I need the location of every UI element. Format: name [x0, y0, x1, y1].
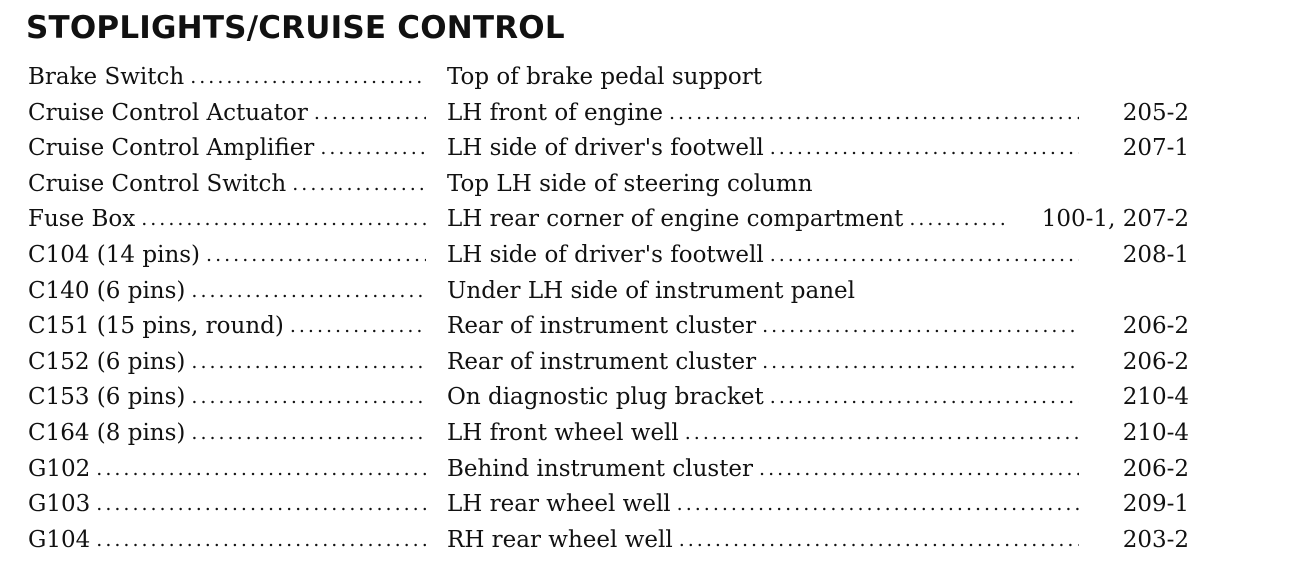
list-item — [0, 274, 1312, 310]
component-cell — [28, 238, 426, 274]
component-location: Rear of instrument cluster — [447, 313, 757, 340]
component-cell — [28, 274, 426, 310]
component-cell — [28, 345, 426, 381]
dot-leader — [314, 96, 426, 132]
location-cell — [447, 131, 1079, 167]
component-location: RH rear wheel well — [447, 526, 673, 553]
dot-leader — [762, 309, 1079, 345]
component-name: C151 (15 pins, round) — [28, 313, 284, 340]
section-title: STOPLIGHTS/CRUISE CONTROL — [26, 10, 565, 46]
component-location: LH front wheel well — [447, 419, 679, 446]
component-location: LH rear corner of engine compartment — [447, 206, 904, 233]
list-item — [0, 452, 1312, 488]
component-cell — [28, 523, 426, 559]
dot-leader — [759, 452, 1079, 488]
component-location: LH front of engine — [447, 99, 663, 126]
page-reference: 206-2 — [1122, 455, 1189, 482]
component-location-list — [0, 60, 1312, 558]
location-cell — [447, 380, 1079, 416]
location-cell — [447, 167, 1079, 203]
component-name: C153 (6 pins) — [28, 384, 186, 411]
page-reference: 100-1, 207-2 — [1041, 206, 1189, 233]
page-reference: 203-2 — [1122, 526, 1189, 553]
location-cell — [447, 202, 1007, 238]
page-reference: 210-4 — [1122, 419, 1189, 446]
list-item — [0, 416, 1312, 452]
page-reference: 209-1 — [1122, 491, 1189, 518]
component-cell — [28, 131, 426, 167]
page-reference — [1085, 60, 1189, 96]
dot-leader — [320, 131, 426, 167]
component-cell — [28, 380, 426, 416]
dot-leader — [679, 523, 1079, 559]
dot-leader — [191, 345, 426, 381]
component-cell — [28, 60, 426, 96]
dot-leader — [290, 309, 426, 345]
component-location: Under LH side of instrument panel — [447, 277, 855, 304]
location-cell — [447, 452, 1079, 488]
location-cell — [447, 416, 1079, 452]
location-cell — [447, 487, 1079, 523]
component-cell — [28, 416, 426, 452]
component-name: G104 — [28, 526, 91, 553]
list-item — [0, 238, 1312, 274]
list-item — [0, 131, 1312, 167]
component-location: Behind instrument cluster — [447, 455, 754, 482]
page-reference: 206-2 — [1122, 348, 1189, 375]
list-item — [0, 523, 1312, 559]
dot-leader — [292, 167, 426, 203]
component-location: Top of brake pedal support — [447, 64, 762, 90]
component-cell — [28, 452, 426, 488]
component-cell — [28, 309, 426, 345]
dot-leader — [685, 416, 1079, 452]
component-name: C164 (8 pins) — [28, 419, 186, 446]
component-location: LH side of driver's footwell — [447, 135, 764, 162]
page-reference: 207-1 — [1122, 135, 1189, 162]
list-item — [0, 345, 1312, 381]
location-cell — [447, 60, 1079, 96]
dot-leader — [909, 202, 1007, 238]
dot-leader — [669, 96, 1079, 132]
list-item — [0, 60, 1312, 96]
dot-leader — [762, 345, 1079, 381]
list-item — [0, 167, 1312, 203]
dot-leader — [190, 60, 426, 96]
dot-leader — [96, 523, 426, 559]
component-cell — [28, 487, 426, 523]
page-reference: 205-2 — [1122, 99, 1189, 126]
component-name: C140 (6 pins) — [28, 277, 186, 304]
dot-leader — [677, 487, 1079, 523]
component-cell — [28, 96, 426, 132]
location-cell — [447, 274, 1079, 310]
location-cell — [447, 96, 1079, 132]
component-name: G102 — [28, 455, 91, 482]
component-name: Cruise Control Amplifier — [28, 135, 315, 162]
component-name: G103 — [28, 491, 91, 518]
dot-leader — [206, 238, 426, 274]
component-location: LH side of driver's footwell — [447, 241, 764, 268]
dot-leader — [191, 380, 426, 416]
dot-leader — [770, 131, 1079, 167]
location-cell — [447, 238, 1079, 274]
dot-leader — [770, 238, 1079, 274]
component-name: Cruise Control Switch — [28, 170, 287, 197]
list-item — [0, 202, 1312, 238]
list-item — [0, 309, 1312, 345]
dot-leader — [96, 487, 426, 523]
page-reference — [1085, 167, 1189, 203]
component-name: C152 (6 pins) — [28, 348, 186, 375]
list-item — [0, 487, 1312, 523]
dot-leader — [141, 202, 426, 238]
page-reference: 210-4 — [1122, 384, 1189, 411]
location-cell — [447, 523, 1079, 559]
dot-leader — [770, 380, 1079, 416]
component-location: On diagnostic plug bracket — [447, 384, 764, 411]
list-item — [0, 380, 1312, 416]
component-location: LH rear wheel well — [447, 491, 671, 518]
dot-leader — [191, 274, 426, 310]
component-name: C104 (14 pins) — [28, 241, 201, 268]
component-name: Cruise Control Actuator — [28, 99, 308, 126]
component-cell — [28, 167, 426, 203]
page-reference — [1085, 274, 1189, 310]
dot-leader — [191, 416, 426, 452]
location-cell — [447, 345, 1079, 381]
page-reference: 206-2 — [1122, 313, 1189, 340]
page-reference: 208-1 — [1122, 241, 1189, 268]
component-name: Brake Switch — [28, 64, 185, 90]
component-location: Top LH side of steering column — [447, 170, 813, 197]
dot-leader — [96, 452, 426, 488]
list-item — [0, 96, 1312, 132]
component-cell — [28, 202, 426, 238]
component-location: Rear of instrument cluster — [447, 348, 757, 375]
location-cell — [447, 309, 1079, 345]
component-name: Fuse Box — [28, 206, 136, 233]
